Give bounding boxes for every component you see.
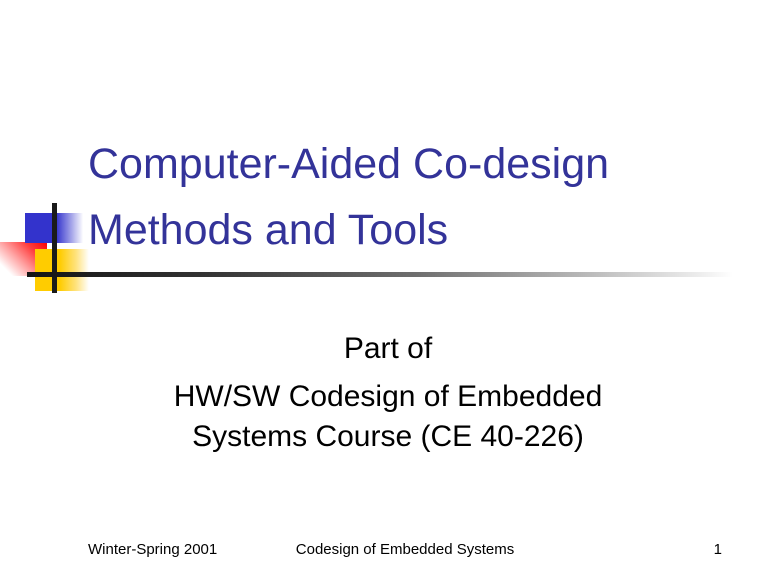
subtitle-line2: HW/SW Codesign of Embedded	[173, 380, 603, 413]
slide-title	[88, 131, 738, 263]
accent-yellow-square	[35, 249, 90, 291]
horizontal-rule	[27, 272, 733, 277]
footer-course-title: Codesign of Embedded Systems	[295, 541, 515, 558]
slide-page-number: 1	[713, 541, 722, 558]
subtitle-line3: Systems Course (CE 40-226)	[192, 420, 584, 453]
slide-title-line1: Computer-Aided Co-design	[88, 140, 610, 188]
slide-subtitle	[88, 329, 688, 457]
vertical-rule	[52, 203, 57, 293]
subtitle-line1: Part of	[343, 332, 433, 365]
footer-date: Winter-Spring 2001	[88, 541, 218, 558]
slide-title-line2: Methods and Tools	[88, 206, 449, 254]
